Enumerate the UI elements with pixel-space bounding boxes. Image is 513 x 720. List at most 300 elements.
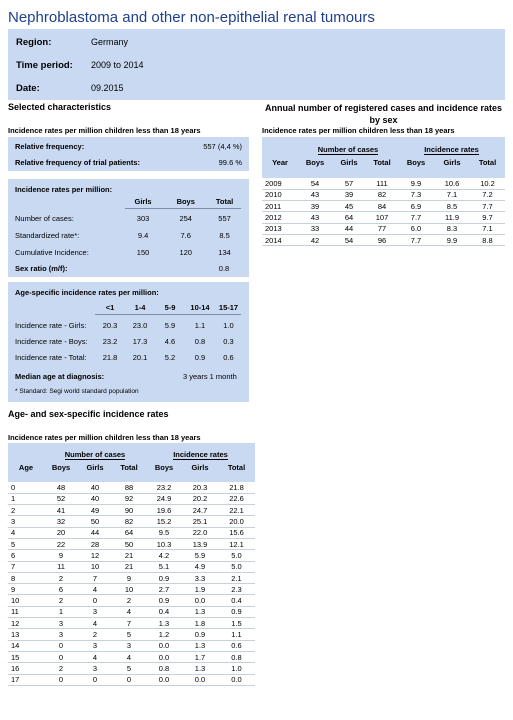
agesex-row-cell: 1.3	[182, 663, 218, 674]
age-col: 15-17	[218, 302, 239, 312]
agesex-row-cell: 21.8	[218, 482, 255, 493]
agesex-row-cell: 3	[78, 640, 112, 651]
agesex-row-key: 4	[8, 527, 44, 538]
rel-trial-value: 99.6 %	[218, 158, 242, 167]
annual-row-cell: 7.1	[470, 223, 505, 234]
annual-row	[262, 201, 505, 212]
date-row	[16, 83, 124, 94]
annual-row-cell: 33	[298, 223, 332, 234]
agesex-row-cell: 48	[44, 482, 78, 493]
agesex-row-cell: 7	[78, 572, 112, 583]
agesex-row-key: 3	[8, 516, 44, 527]
incidence-col-boys: Boys	[176, 196, 195, 206]
agesex-row-cell: 28	[78, 538, 112, 549]
agesex-row-cell: 4.9	[182, 561, 218, 572]
annual-row-cell: 107	[366, 212, 398, 223]
agesex-row-key: 10	[8, 595, 44, 606]
age-specific-row	[15, 319, 242, 331]
age-specific-col-header	[15, 301, 242, 313]
annual-row-cell: 7.7	[398, 234, 434, 245]
agesex-row-cell: 40	[78, 482, 112, 493]
agesex-row-cell: 2	[44, 572, 78, 583]
sex-ratio-row	[15, 262, 242, 274]
annual-row-key: 2009	[262, 178, 298, 189]
annual-group-rates	[398, 137, 505, 154]
annual-row-cell: 8.8	[470, 234, 505, 245]
agesex-col: Total	[120, 462, 138, 472]
age-specific-value: 4.6	[164, 336, 176, 346]
agesex-row-key: 7	[8, 561, 44, 572]
standard-footnote: * Standard: Segi world standard population	[15, 387, 139, 395]
incidence-value: 8.5	[219, 230, 230, 240]
age-specific-row-label: Incidence rate - Total:	[15, 352, 87, 362]
agesex-row-cell: 3	[78, 606, 112, 617]
agesex-row-key: 13	[8, 629, 44, 640]
annual-row-cell: 39	[298, 201, 332, 212]
agesex-row-cell: 64	[112, 527, 146, 538]
rel-freq-label: Relative frequency:	[15, 142, 85, 151]
incidence-col-girls: Girls	[134, 196, 152, 206]
agesex-row	[8, 674, 255, 685]
sex-ratio-label: Sex ratio (m/f):	[15, 263, 68, 273]
agesex-row-key: 17	[8, 674, 44, 685]
age-specific-heading: Age-specific incidence rates per million:	[15, 287, 159, 297]
annual-row-cell: 111	[366, 178, 398, 189]
period-row	[16, 60, 144, 71]
agesex-row-cell: 15.6	[218, 527, 255, 538]
annual-row-key: 2013	[262, 223, 298, 234]
relative-frequency-box	[8, 137, 249, 171]
agesex-row-cell: 0.0	[218, 674, 255, 685]
agesex-row	[8, 595, 255, 606]
agesex-row	[8, 493, 255, 504]
agesex-row-cell: 50	[78, 516, 112, 527]
agesex-row-cell: 3	[44, 629, 78, 640]
agesex-row-cell: 1.3	[182, 606, 218, 617]
annual-group-rates-label: Incidence rates	[424, 145, 479, 154]
incidence-value: 9.4	[137, 230, 149, 240]
age-specific-value: 1.0	[223, 320, 234, 330]
incidence-row	[15, 212, 242, 224]
agesex-row-cell: 3	[112, 640, 146, 651]
annual-row-cell: 43	[298, 189, 332, 200]
annual-row-cell: 42	[298, 234, 332, 245]
agesex-row-cell: 0.8	[218, 651, 255, 662]
agesex-row-cell: 50	[112, 538, 146, 549]
annual-row-cell: 45	[332, 201, 366, 212]
agesex-row-cell: 1.9	[182, 584, 218, 595]
annual-row-cell: 6.9	[398, 201, 434, 212]
agesex-row-cell: 0.0	[146, 651, 182, 662]
agesex-row-cell: 4	[78, 584, 112, 595]
agesex-row-cell: 1.1	[218, 629, 255, 640]
agesex-row	[8, 584, 255, 595]
agesex-row-cell: 82	[112, 516, 146, 527]
agesex-row-cell: 0.0	[182, 595, 218, 606]
agesex-row-cell: 2.1	[218, 572, 255, 583]
agesex-row-cell: 1.5	[218, 618, 255, 629]
annual-row-cell: 7.2	[470, 189, 505, 200]
agesex-group-rates	[146, 443, 255, 459]
agesex-col: Girls	[86, 462, 104, 472]
agesex-row-key: 5	[8, 538, 44, 549]
annual-row	[262, 223, 505, 234]
agesex-row-cell: 22	[44, 538, 78, 549]
incidence-row	[15, 246, 242, 258]
age-specific-value: 1.1	[194, 320, 206, 330]
agesex-col-age: Age	[18, 462, 34, 472]
agesex-row-cell: 4	[78, 618, 112, 629]
annual-row-key: 2011	[262, 201, 298, 212]
report-meta-box	[8, 29, 505, 100]
annual-table	[262, 137, 505, 246]
agesex-row	[8, 572, 255, 583]
incidence-value: 150	[136, 247, 150, 257]
annual-col: Girls	[443, 158, 461, 167]
agesex-row	[8, 651, 255, 662]
annual-row-cell: 7.7	[398, 212, 434, 223]
agesex-row-cell: 0.0	[182, 674, 218, 685]
agesex-row	[8, 505, 255, 516]
incidence-row-label: Cumulative Incidence:	[15, 247, 89, 257]
agesex-row-cell: 1.2	[146, 629, 182, 640]
agesex-row-cell: 5.1	[146, 561, 182, 572]
median-age-value: 3 years 1 month	[183, 371, 237, 381]
agesex-row-cell: 32	[44, 516, 78, 527]
age-specific-value: 17.3	[132, 336, 148, 346]
agesex-row-cell: 21	[112, 561, 146, 572]
agesex-row-cell: 20	[44, 527, 78, 538]
annual-row	[262, 234, 505, 245]
agesex-row-cell: 22.0	[182, 527, 218, 538]
agesex-row-cell: 0	[44, 651, 78, 662]
region-label: Region:	[16, 37, 52, 48]
agesex-row-cell: 1.8	[182, 618, 218, 629]
agesex-row	[8, 618, 255, 629]
incidence-value: 7.6	[180, 230, 191, 240]
annual-row-cell: 9.7	[470, 212, 505, 223]
agesex-row-cell: 20.2	[182, 493, 218, 504]
age-specific-row	[15, 351, 242, 363]
agesex-row-key: 12	[8, 618, 44, 629]
age-specific-row-label: Incidence rate - Boys:	[15, 336, 88, 346]
period-label: Time period:	[16, 60, 73, 71]
agesex-heading: Age- and sex-specific incidence rates	[8, 409, 169, 419]
agesex-col: Girls	[191, 462, 209, 472]
agesex-row-cell: 0.9	[182, 629, 218, 640]
agesex-row-cell: 20.0	[218, 516, 255, 527]
agesex-row-cell: 2	[44, 663, 78, 674]
agesex-group-rates-label: Incidence rates	[173, 450, 228, 459]
agesex-row-key: 11	[8, 606, 44, 617]
annual-row-cell: 7.3	[398, 189, 434, 200]
agesex-row-key: 6	[8, 550, 44, 561]
annual-subheading: Incidence rates per million children less than 18 years	[262, 126, 455, 135]
incidence-col-header	[15, 195, 242, 207]
annual-row-cell: 39	[332, 189, 366, 200]
agesex-row-key: 16	[8, 663, 44, 674]
agesex-row-cell: 1.0	[218, 663, 255, 674]
agesex-group-cases	[44, 443, 146, 459]
annual-row-cell: 77	[366, 223, 398, 234]
annual-row-cell: 11.9	[434, 212, 470, 223]
agesex-row-cell: 11	[44, 561, 78, 572]
annual-row-cell: 43	[298, 212, 332, 223]
agesex-row-cell: 21	[112, 550, 146, 561]
agesex-row-cell: 22.1	[218, 505, 255, 516]
annual-col: Girls	[340, 158, 358, 167]
agesex-row-cell: 13.9	[182, 538, 218, 549]
annual-row-cell: 9.9	[434, 234, 470, 245]
incidence-value: 134	[218, 247, 231, 257]
agesex-row	[8, 527, 255, 538]
agesex-row-cell: 40	[78, 493, 112, 504]
age-specific-value: 21.8	[102, 352, 118, 362]
incidence-row-label: Number of cases:	[15, 213, 74, 223]
agesex-row-cell: 10	[78, 561, 112, 572]
incidence-value: 303	[136, 213, 150, 223]
agesex-row-cell: 15.2	[146, 516, 182, 527]
agesex-row-cell: 2.7	[146, 584, 182, 595]
agesex-row-cell: 0	[44, 674, 78, 685]
agesex-row-cell: 1.7	[182, 651, 218, 662]
date-label: Date:	[16, 83, 40, 94]
agesex-row-cell: 9	[112, 572, 146, 583]
agesex-row	[8, 629, 255, 640]
agesex-row-cell: 3	[44, 618, 78, 629]
agesex-row-cell: 5.0	[218, 561, 255, 572]
sex-ratio-value: 0.8	[218, 263, 230, 273]
agesex-row-cell: 12.1	[218, 538, 255, 549]
age-specific-row-label: Incidence rate - Girls:	[15, 320, 87, 330]
page-title: Nephroblastoma and other non-epithelial renal tumours	[8, 8, 505, 32]
annual-row	[262, 178, 505, 189]
annual-row-cell: 84	[366, 201, 398, 212]
annual-row-cell: 9.9	[398, 178, 434, 189]
agesex-col: Total	[227, 462, 246, 472]
agesex-row	[8, 663, 255, 674]
agesex-row-cell: 7	[112, 618, 146, 629]
annual-row-cell: 10.2	[470, 178, 505, 189]
agesex-row-cell: 90	[112, 505, 146, 516]
agesex-row-cell: 0.8	[146, 663, 182, 674]
agesex-subheading: Incidence rates per million children less than 18 years	[8, 433, 201, 442]
incidence-row-label: Standardized rate*:	[15, 230, 80, 240]
agesex-row	[8, 538, 255, 549]
agesex-row-cell: 41	[44, 505, 78, 516]
agesex-row-cell: 25.1	[182, 516, 218, 527]
annual-heading-line1: Annual number of registered cases and incidence rates	[264, 103, 503, 113]
agesex-row-cell: 0.4	[146, 606, 182, 617]
incidence-divider	[125, 208, 241, 209]
annual-row-cell: 8.3	[434, 223, 470, 234]
annual-row-cell: 8.5	[434, 201, 470, 212]
age-specific-value: 5.2	[164, 352, 176, 362]
annual-row-cell: 7.7	[470, 201, 505, 212]
age-col: <1	[105, 302, 115, 312]
agesex-row-cell: 5	[112, 629, 146, 640]
incidence-value: 254	[179, 213, 192, 223]
agesex-row	[8, 606, 255, 617]
agesex-row-cell: 0.0	[146, 640, 182, 651]
agesex-row-cell: 12	[78, 550, 112, 561]
agesex-row-cell: 4.2	[146, 550, 182, 561]
agesex-row-cell: 10.3	[146, 538, 182, 549]
annual-row-cell: 44	[332, 223, 366, 234]
rel-freq-row	[15, 140, 242, 153]
agesex-row-cell: 1.3	[182, 640, 218, 651]
agesex-row-cell: 9	[44, 550, 78, 561]
agesex-row-key: 1	[8, 493, 44, 504]
annual-group-cases-label: Number of cases	[317, 145, 379, 154]
agesex-row-cell: 4	[112, 606, 146, 617]
agesex-row-cell: 1.3	[146, 618, 182, 629]
annual-col-year: Year	[272, 158, 288, 167]
annual-heading-line2: by sex	[369, 115, 398, 125]
agesex-row-cell: 0	[78, 674, 112, 685]
period-value: 2009 to 2014	[91, 60, 144, 70]
incidence-box	[8, 179, 249, 277]
age-specific-box	[8, 282, 249, 402]
agesex-row-cell: 0.9	[146, 572, 182, 583]
incidence-heading: Incidence rates per million:	[15, 184, 113, 194]
agesex-row	[8, 640, 255, 651]
age-col: 5-9	[164, 302, 176, 312]
region-row	[16, 37, 128, 48]
annual-heading	[262, 102, 505, 126]
annual-row-key: 2014	[262, 234, 298, 245]
annual-row-cell: 54	[332, 234, 366, 245]
annual-row-cell: 64	[332, 212, 366, 223]
age-specific-row	[15, 335, 242, 347]
agesex-row-cell: 5	[112, 663, 146, 674]
agesex-row-key: 15	[8, 651, 44, 662]
incidence-row	[15, 229, 242, 241]
agesex-row-cell: 22.6	[218, 493, 255, 504]
annual-row	[262, 189, 505, 200]
annual-row-cell: 6.0	[398, 223, 434, 234]
agesex-col: Boys	[154, 462, 174, 472]
annual-row-cell: 57	[332, 178, 366, 189]
agesex-row-key: 8	[8, 572, 44, 583]
agesex-row-cell: 9.5	[146, 527, 182, 538]
rel-trial-row	[15, 156, 242, 169]
annual-row-cell: 10.6	[434, 178, 470, 189]
agesex-row-cell: 0.6	[218, 640, 255, 651]
agesex-row-cell: 4	[112, 651, 146, 662]
agesex-row-cell: 10	[112, 584, 146, 595]
agesex-row	[8, 561, 255, 572]
age-specific-value: 20.3	[102, 320, 118, 330]
agesex-row-cell: 23.2	[146, 482, 182, 493]
incidence-value: 120	[179, 247, 192, 257]
agesex-row-key: 0	[8, 482, 44, 493]
annual-row-cell: 96	[366, 234, 398, 245]
annual-col: Boys	[406, 158, 426, 167]
agesex-row-key: 9	[8, 584, 44, 595]
agesex-row-cell: 49	[78, 505, 112, 516]
age-specific-value: 23.0	[132, 320, 148, 330]
agesex-row-cell: 24.9	[146, 493, 182, 504]
agesex-row-cell: 19.6	[146, 505, 182, 516]
agesex-row-cell: 5.9	[182, 550, 218, 561]
agesex-row-cell: 2	[78, 629, 112, 640]
age-specific-value: 23.2	[102, 336, 118, 346]
agesex-row-cell: 5.0	[218, 550, 255, 561]
agesex-table	[8, 443, 255, 686]
rel-freq-value: 557 (4,4 %)	[203, 142, 242, 151]
agesex-row-cell: 3	[78, 663, 112, 674]
annual-row-cell: 7.1	[434, 189, 470, 200]
agesex-row-cell: 0.4	[218, 595, 255, 606]
annual-row-key: 2012	[262, 212, 298, 223]
agesex-row-cell: 20.3	[182, 482, 218, 493]
age-specific-value: 20.1	[132, 352, 148, 362]
agesex-row-cell: 2	[112, 595, 146, 606]
annual-row-cell: 54	[298, 178, 332, 189]
rel-trial-label: Relative frequency of trial patients:	[15, 158, 141, 167]
agesex-row	[8, 550, 255, 561]
date-value: 09.2015	[91, 83, 124, 93]
median-age-label: Median age at diagnosis:	[15, 371, 105, 381]
annual-row-cell: 82	[366, 189, 398, 200]
age-specific-value: 0.6	[223, 352, 234, 362]
agesex-row-cell: 24.7	[182, 505, 218, 516]
annual-col: Boys	[305, 158, 325, 167]
agesex-row-cell: 0	[44, 640, 78, 651]
median-age-row	[15, 370, 242, 382]
agesex-col: Boys	[51, 462, 71, 472]
selected-subheading: Incidence rates per million children less than 18 years	[8, 126, 201, 135]
agesex-row-cell: 3.3	[182, 572, 218, 583]
agesex-row-cell: 2.3	[218, 584, 255, 595]
age-specific-value: 5.9	[164, 320, 176, 330]
agesex-row-cell: 0	[112, 674, 146, 685]
agesex-row-cell: 52	[44, 493, 78, 504]
annual-col: Total	[373, 158, 391, 167]
agesex-group-cases-label: Number of cases	[64, 450, 126, 459]
incidence-value: 557	[218, 213, 231, 223]
incidence-col-total: Total	[215, 196, 234, 206]
annual-col: Total	[478, 158, 497, 167]
age-col: 10-14	[190, 302, 210, 312]
agesex-row-cell: 44	[78, 527, 112, 538]
age-specific-value: 0.8	[194, 336, 206, 346]
agesex-row-cell: 92	[112, 493, 146, 504]
age-specific-value: 0.3	[223, 336, 234, 346]
annual-row-key: 2010	[262, 189, 298, 200]
agesex-row	[8, 516, 255, 527]
agesex-row-cell: 6	[44, 584, 78, 595]
agesex-row-cell: 1	[44, 606, 78, 617]
agesex-row-cell: 4	[78, 651, 112, 662]
age-specific-divider	[95, 314, 241, 315]
age-col: 1-4	[134, 302, 146, 312]
agesex-row-cell: 0.9	[218, 606, 255, 617]
agesex-row-cell: 0	[78, 595, 112, 606]
agesex-row-cell: 0.0	[146, 674, 182, 685]
age-specific-value: 0.9	[194, 352, 206, 362]
agesex-row	[8, 482, 255, 493]
agesex-row-cell: 2	[44, 595, 78, 606]
agesex-row-key: 14	[8, 640, 44, 651]
selected-heading: Selected characteristics	[8, 102, 112, 112]
agesex-row-cell: 88	[112, 482, 146, 493]
annual-group-cases	[298, 137, 398, 154]
agesex-row-cell: 0.9	[146, 595, 182, 606]
agesex-row-key: 2	[8, 505, 44, 516]
annual-row	[262, 212, 505, 223]
